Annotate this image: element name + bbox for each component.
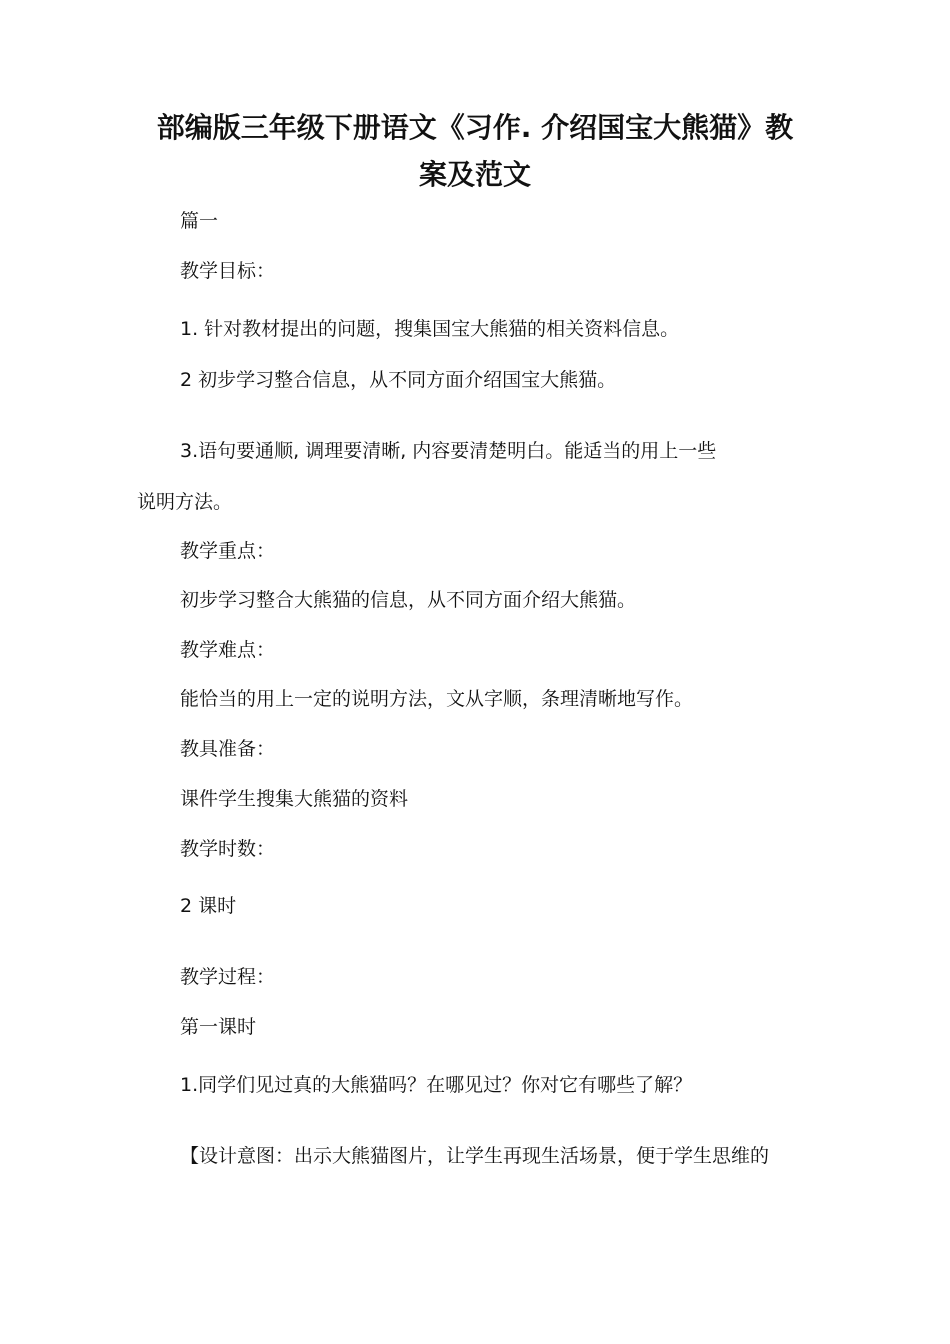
class-hours-text: 2 课时 [180,895,237,917]
class-hours-heading: 教学时数： [180,838,276,860]
first-lesson-heading: 第一课时 [180,1016,257,1038]
teaching-process-heading: 教学过程： [180,966,276,988]
design-intent-note: 【设计意图：出示大熊猫图片，让学生再现生活场景，便于学生思维的 [180,1145,770,1167]
teaching-aids-text: 课件学生搜集大熊猫的资料 [180,788,409,810]
document-title-line-1: 部编版三年级下册语文《习作. 介绍国宝大熊猫》教 [156,111,794,144]
goal-item-1: 1. 针对教材提出的问题，搜集国宝大熊猫的相关资料信息。 [180,318,680,340]
teaching-difficulty-heading: 教学难点： [180,639,276,661]
teaching-difficulty-text: 能恰当的用上一定的说明方法，文从字顺，条理清晰地写作。 [180,688,694,710]
goal-item-3: 3.语句要通顺, 调理要清晰, 内容要清楚明白。能适当的用上一些 [180,440,717,462]
teaching-goals-heading: 教学目标： [180,260,276,282]
section-heading: 篇一 [180,210,219,232]
goal-item-2: 2 初步学习整合信息，从不同方面介绍国宝大熊猫。 [180,369,617,391]
document-title-line-2: 案及范文 [418,158,531,191]
teaching-focus-heading: 教学重点： [180,540,276,562]
process-step-1: 1.同学们见过真的大熊猫吗？在哪见过？你对它有哪些了解？ [180,1074,693,1096]
teaching-aids-heading: 教具准备： [180,738,276,760]
teaching-focus-text: 初步学习整合大熊猫的信息，从不同方面介绍大熊猫。 [180,589,637,611]
goal-item-3-continued: 说明方法。 [137,491,233,513]
